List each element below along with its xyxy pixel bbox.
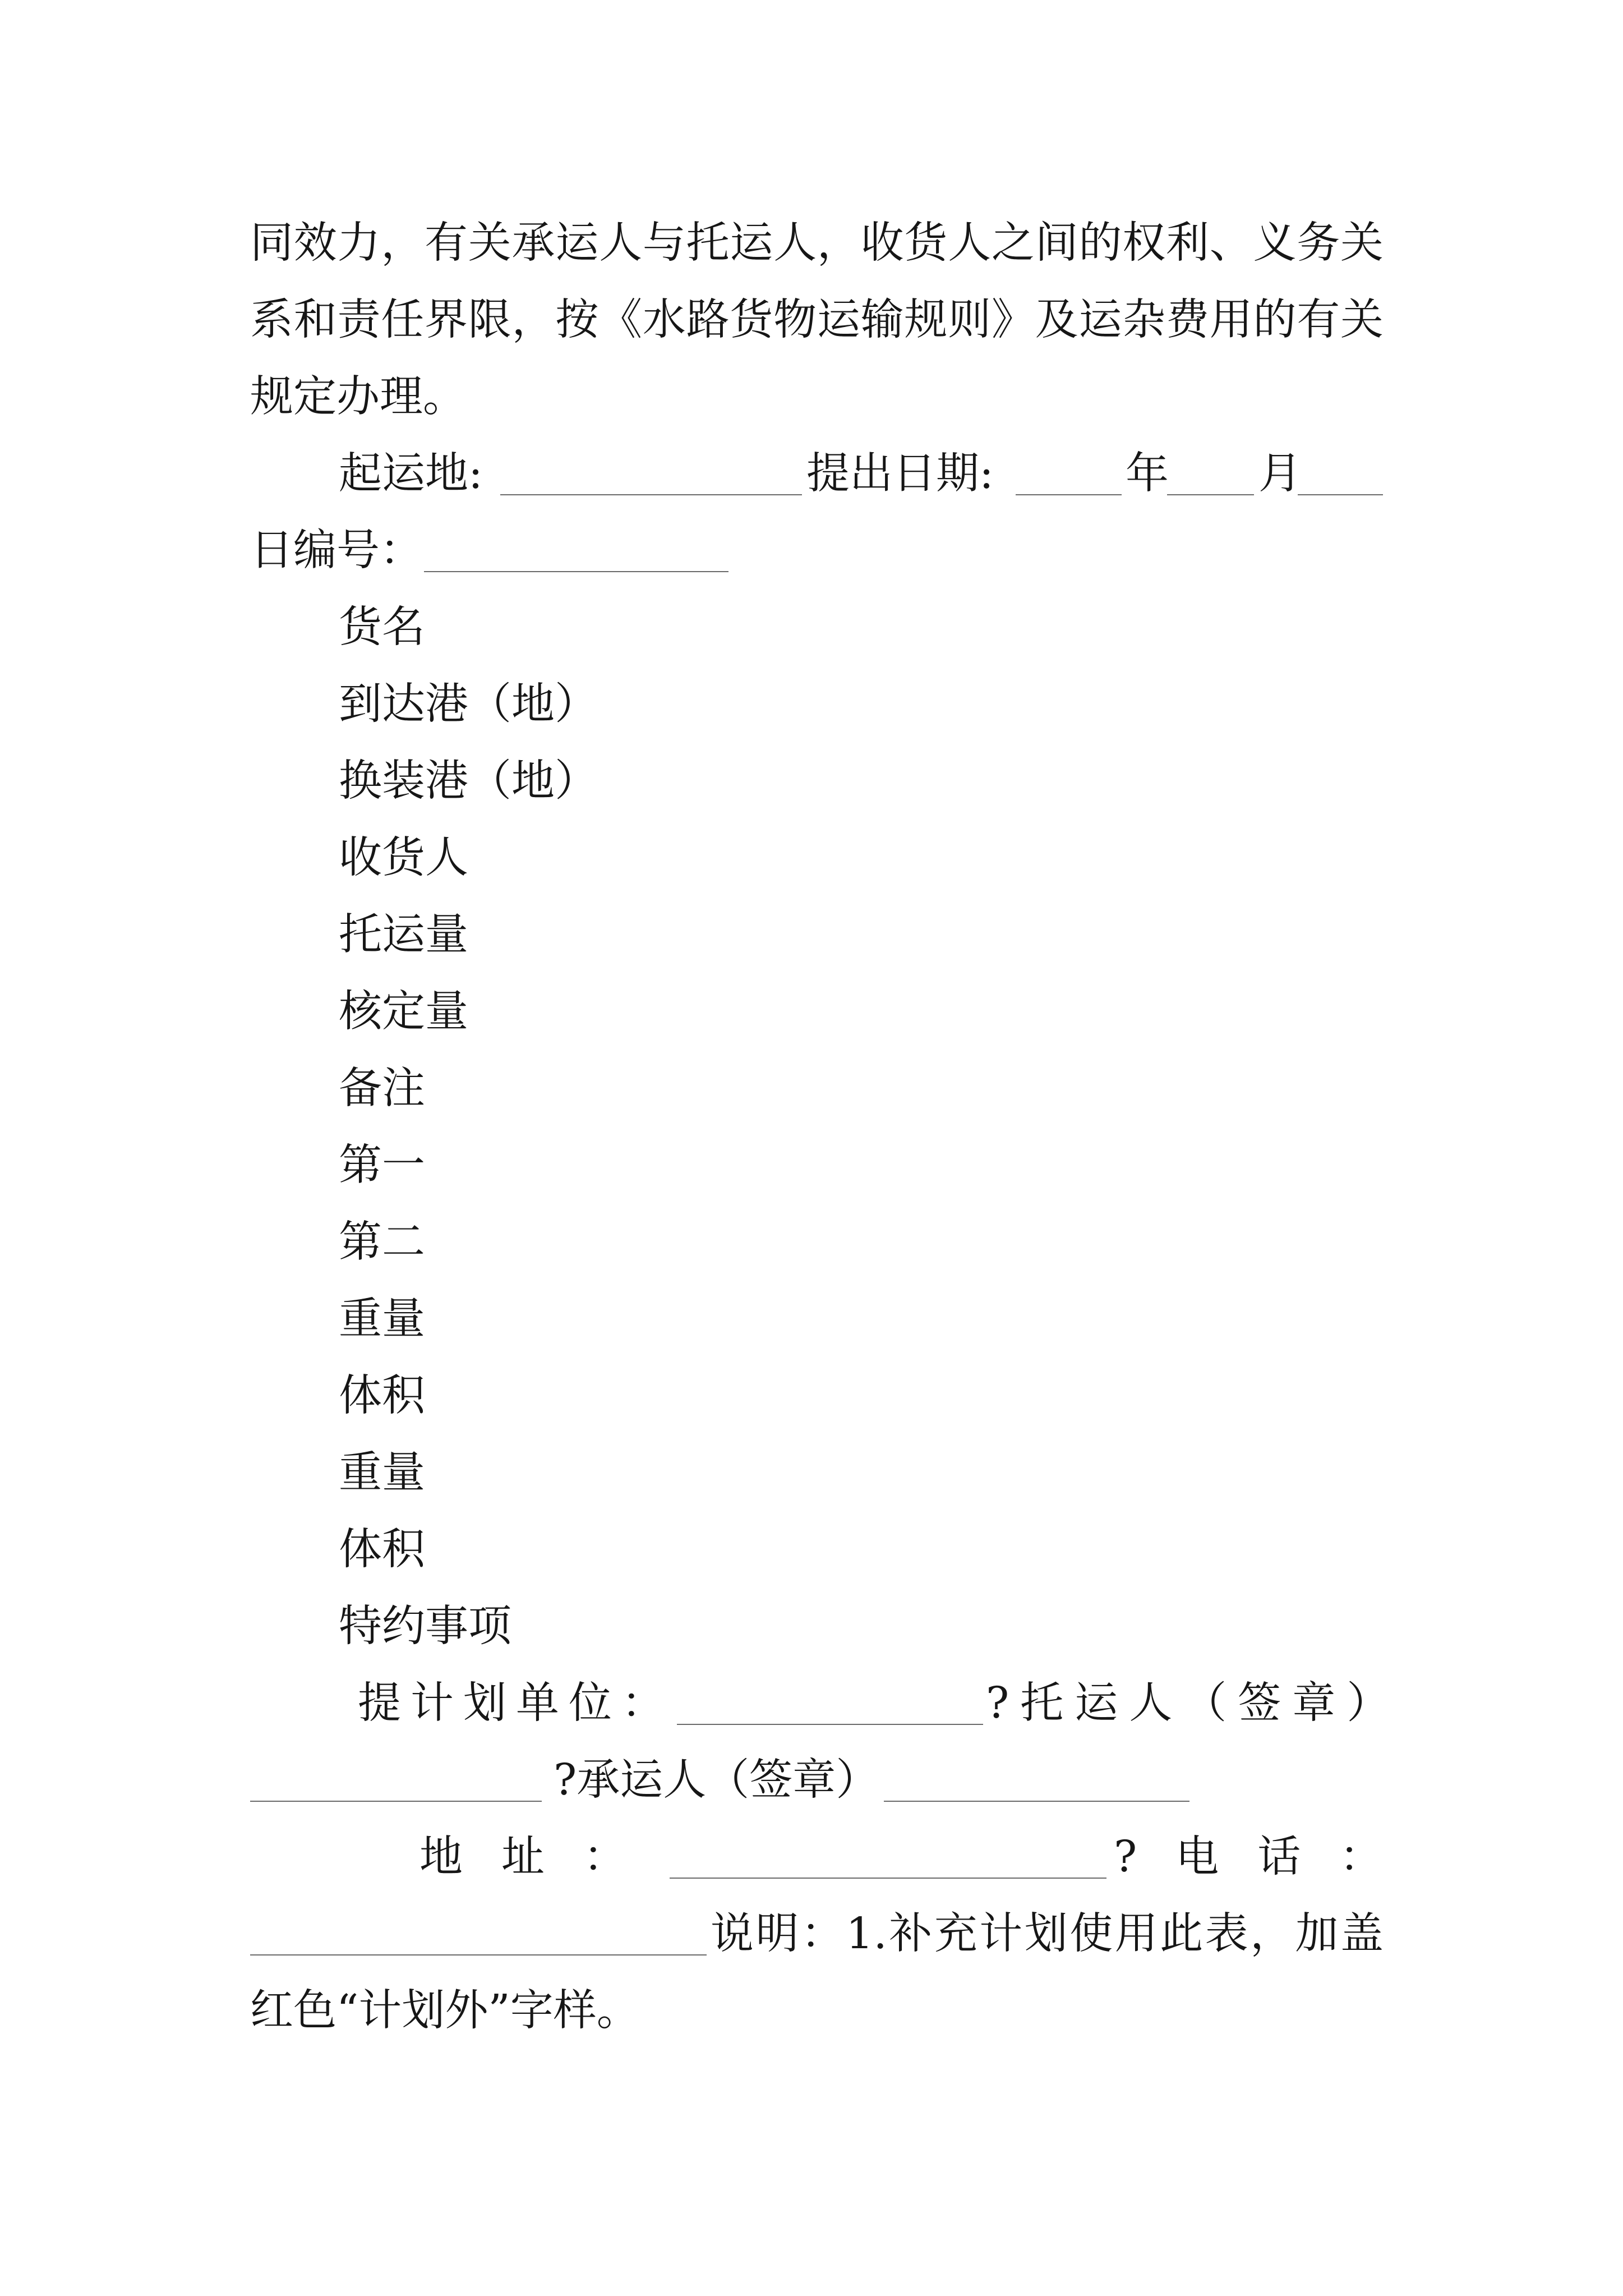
- origin-label: 起运地:: [339, 449, 483, 499]
- address-label: 地址：: [419, 1832, 665, 1882]
- carrier-signature-label: ?承运人（签章）: [554, 1755, 879, 1805]
- planning-unit-label: 提计划单位：: [358, 1678, 674, 1728]
- planning-unit-row: [250, 1665, 1401, 1742]
- planning-unit-blank: [677, 1665, 983, 1725]
- phone-label: ?电话：: [1114, 1832, 1422, 1882]
- list-item-approved-volume: 核定量: [339, 987, 468, 1037]
- carrier-row: [250, 1742, 1384, 1819]
- address-phone-row: [250, 1819, 1422, 1895]
- month-label: 月: [1258, 449, 1302, 499]
- note-text: 说明：1.补充计划使用此表，加盖: [711, 1909, 1384, 1959]
- list-item-consignee: 收货人: [339, 833, 468, 883]
- list-item-volume-2: 体积: [339, 1525, 425, 1575]
- list-item-special-terms: 特约事项: [339, 1602, 511, 1651]
- number-blank: [424, 512, 728, 572]
- list-item-second: 第二: [339, 1217, 425, 1267]
- list-item-weight-1: 重量: [339, 1294, 425, 1344]
- origin-date-row: [250, 435, 1384, 512]
- day-blank: [1298, 435, 1383, 495]
- document-page: [250, 205, 1422, 2049]
- list-item-remarks: 备注: [339, 1064, 425, 1114]
- paragraph-line-3: 规定办理。: [250, 372, 466, 422]
- list-item-shipping-volume: 托运量: [339, 910, 468, 960]
- list-item-first: 第一: [339, 1140, 425, 1190]
- list-item-cargo-name: 货名: [339, 602, 425, 652]
- paragraph-line-2: 系和责任界限，按《水路货物运输规则》及运杂费用的有关: [250, 295, 1384, 345]
- phone-blank: [250, 1895, 707, 1955]
- carrier-signature-blank: [884, 1742, 1189, 1802]
- list-item-arrival-port: 到达港（地）: [339, 679, 598, 729]
- list-item-volume-1: 体积: [339, 1371, 425, 1421]
- date-label: 提出日期:: [806, 449, 994, 499]
- month-blank: [1167, 435, 1254, 495]
- shipper-signature-label: ?托运人（签章）: [986, 1678, 1401, 1728]
- note-row: [250, 1895, 1384, 1972]
- year-blank: [1016, 435, 1122, 495]
- origin-blank: [500, 435, 802, 495]
- paragraph-line-1: 同效力，有关承运人与托运人，收货人之间的权利、义务关: [250, 218, 1384, 268]
- note-continued: 红色“计划外”字样。: [250, 1986, 640, 2036]
- address-blank: [670, 1819, 1106, 1879]
- shipper-signature-blank: [250, 1742, 542, 1802]
- number-label: 日编号：: [250, 526, 423, 576]
- list-item-transfer-port: 换装港（地）: [339, 756, 598, 806]
- number-row: [250, 512, 1384, 589]
- list-item-weight-2: 重量: [339, 1448, 425, 1498]
- year-label: 年: [1126, 449, 1169, 499]
